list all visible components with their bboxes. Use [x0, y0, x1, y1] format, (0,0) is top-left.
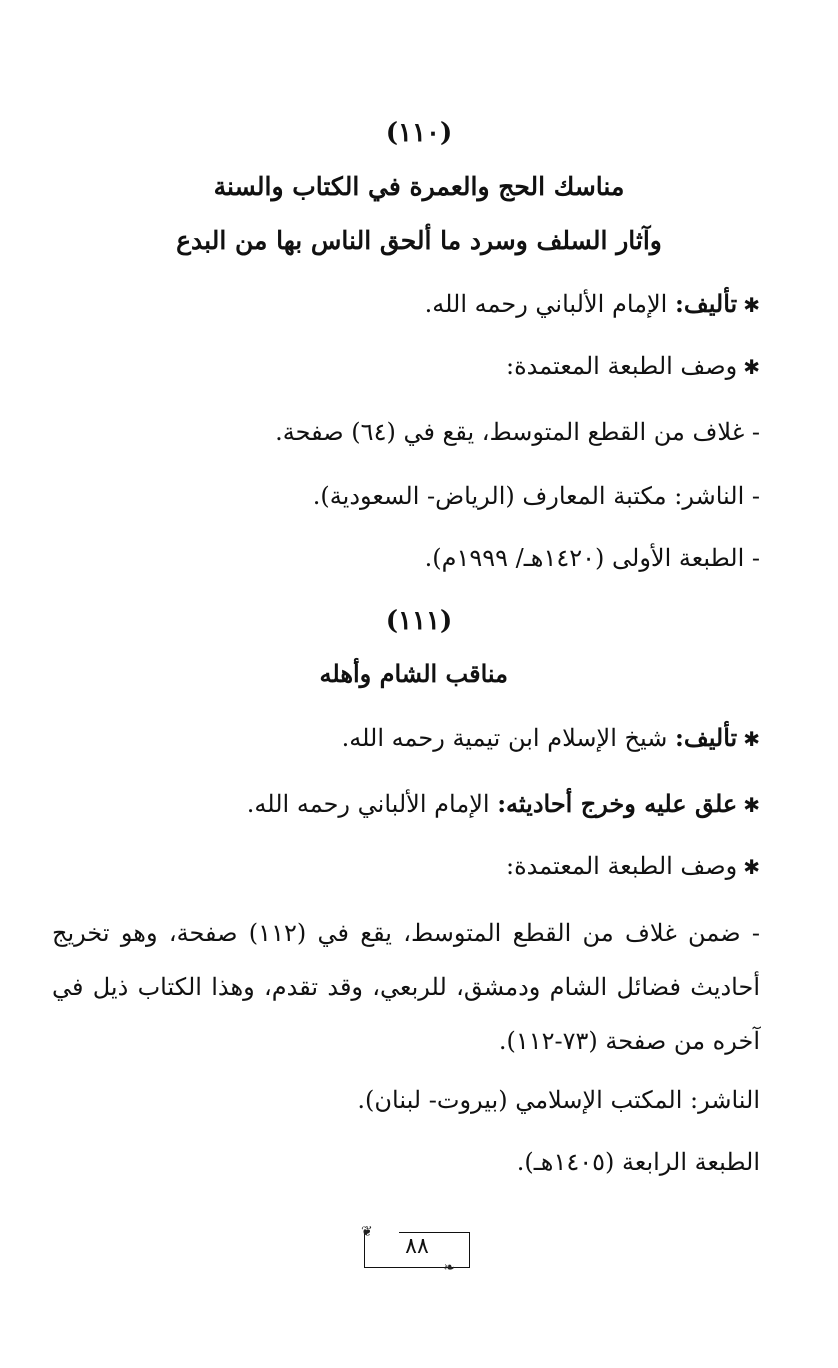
entry-110-title-line1: مناسك الحج والعمرة في الكتاب والسنة: [213, 172, 625, 201]
page-number: ٨٨: [405, 1234, 429, 1259]
entry-111-title: مناقب الشام وأهله: [319, 659, 508, 688]
entry-111-desc-paragraph: - ضمن غلاف من القطع المتوسط، يقع في (١١٢) صفحة، وهو تخريج أحاديث فضائل الشام ودمشق، للربعي، وقد تقدم، وهذا الكتاب ذيل في آخره من صفحة (٧٣-١١٢).: [52, 919, 761, 1055]
page-number-frame: [361, 1224, 470, 1276]
commentary-value: الإمام الألباني رحمه الله.: [246, 790, 490, 818]
asterisk-icon: ✱: [743, 855, 760, 879]
floral-ornament-icon: ❦: [361, 1224, 373, 1240]
entry-111-publisher: الناشر: المكتب الإسلامي (بيروت- لبنان).: [357, 1086, 760, 1114]
asterisk-icon: ✱: [743, 793, 760, 817]
asterisk-icon: ✱: [743, 293, 760, 317]
author-label: تأليف:: [674, 289, 738, 318]
asterisk-icon: ✱: [743, 727, 760, 751]
entry-110-desc-size: - غلاف من القطع المتوسط، يقع في (٦٤) صفحة.: [275, 418, 760, 446]
entry-111-commentary: [247, 790, 760, 819]
commentary-label: علق عليه وخرج أحاديثه:: [497, 789, 738, 818]
entry-111-edition: الطبعة الرابعة (١٤٠٥هـ).: [516, 1148, 760, 1176]
author-label: تأليف:: [674, 723, 738, 752]
entry-110-title-line2: وآثار السلف وسرد ما ألحق الناس بها من البدع: [176, 226, 662, 255]
entry-111-author: [342, 724, 760, 753]
author-value: شيخ الإسلام ابن تيمية رحمه الله.: [341, 724, 668, 752]
author-value: الإمام الألباني رحمه الله.: [424, 290, 668, 318]
entry-110-edition-heading: [506, 352, 760, 381]
entry-number-110: (١١٠): [385, 118, 453, 148]
entry-111-edition-heading: [506, 852, 760, 881]
entry-number-111: (١١١): [385, 606, 453, 636]
asterisk-icon: ✱: [743, 355, 760, 379]
entry-110-desc-edition: - الطبعة الأولى (١٤٢٠هـ/ ١٩٩٩م).: [424, 544, 760, 572]
entry-110-desc-publisher: - الناشر: مكتبة المعارف (الرياض- السعودية).: [312, 482, 760, 510]
floral-ornament-icon: ❧: [443, 1260, 455, 1276]
entry-110-author: [425, 290, 760, 319]
edition-label: وصف الطبعة المعتمدة:: [506, 852, 738, 880]
edition-label: وصف الطبعة المعتمدة:: [506, 352, 738, 380]
